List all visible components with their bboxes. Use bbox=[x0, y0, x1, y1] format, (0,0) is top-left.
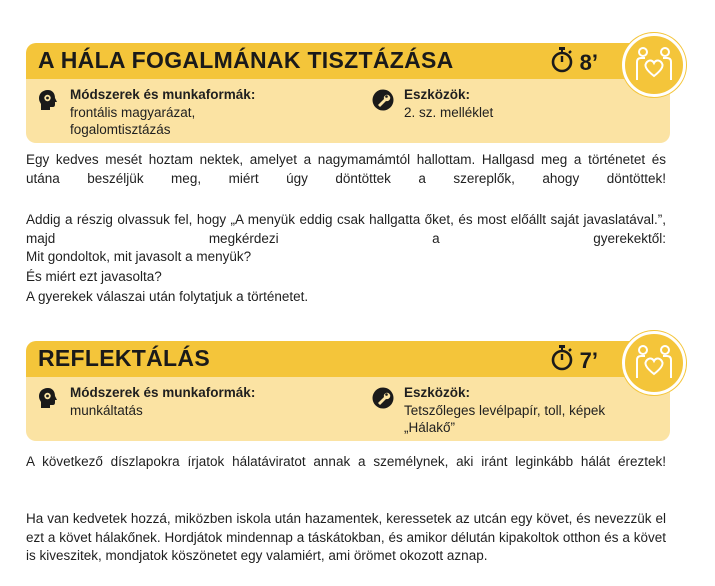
section-header bbox=[26, 43, 670, 79]
section-header bbox=[26, 341, 670, 377]
head-gear-icon bbox=[38, 387, 60, 409]
stopwatch-icon bbox=[550, 47, 574, 78]
section-hala-fogalma bbox=[26, 43, 670, 143]
section-title: A HÁLA FOGALMÁNAK TISZTÁZÁSA bbox=[38, 47, 454, 73]
question-line: És miért ezt javasolta? bbox=[26, 269, 162, 284]
info-panel bbox=[26, 79, 670, 143]
stopwatch-icon bbox=[550, 345, 574, 376]
question-line: Mit gondoltok, mit javasolt a menyük? bbox=[26, 249, 252, 264]
duration bbox=[550, 47, 598, 78]
wrench-icon bbox=[372, 89, 394, 111]
heart-people-icon bbox=[622, 331, 686, 395]
methods-value: frontális magyarázat, fogalomtisztázás bbox=[70, 105, 196, 137]
methods-value: munkáltatás bbox=[70, 403, 143, 418]
section-reflektalas bbox=[26, 341, 670, 441]
paragraph: Ha van kedvetek hozzá, miközben iskola után hazamentek, keressetek az utcán egy követ, és nevezzük el ezt a követ hálakőnek. Hordjátok mindennap a táskátokban, és amikor délután kipakoltok otthon és a követ is kiveszitek, mondjatok köszönetet egy valamiért, ami örömet okozott aznap. bbox=[26, 511, 666, 563]
paragraph: Egy kedves mesét hoztam nektek, amelyet a nagymamámtól hallottam. Hallgasd meg a történetet és utána beszéljük meg, miért úgy döntöttek a szereplők, ahogy döntöttek! bbox=[26, 152, 666, 186]
duration bbox=[550, 345, 598, 376]
paragraph: A gyerekek válaszai után folytatjuk a történetet. bbox=[26, 289, 309, 304]
wrench-icon bbox=[372, 387, 394, 409]
info-panel bbox=[26, 377, 670, 441]
tools-value: Tetszőleges levélpapír, toll, képek „Hálakő” bbox=[404, 403, 606, 435]
tools-label: Eszközök: bbox=[404, 87, 471, 102]
methods-label: Módszerek és munkaformák: bbox=[70, 87, 256, 102]
duration-value: 7’ bbox=[579, 347, 598, 373]
section-title: REFLEKTÁLÁS bbox=[38, 345, 210, 371]
paragraph: Addig a részig olvassuk fel, hogy „A menyük eddig csak hallgatta őket, és most előállt saját javaslatával.”, majd megkérdezi a gyerekektől: bbox=[26, 212, 666, 246]
methods-label: Módszerek és munkaformák: bbox=[70, 385, 256, 400]
duration-value: 8’ bbox=[579, 49, 598, 75]
heart-people-icon bbox=[622, 33, 686, 97]
paragraph: A következő díszlapokra írjatok hálatáviratot annak a személynek, aki iránt leginkább hálát éreztek! bbox=[26, 454, 666, 469]
tools-label: Eszközök: bbox=[404, 385, 471, 400]
head-gear-icon bbox=[38, 89, 60, 111]
tools-value: 2. sz. melléklet bbox=[404, 105, 494, 120]
